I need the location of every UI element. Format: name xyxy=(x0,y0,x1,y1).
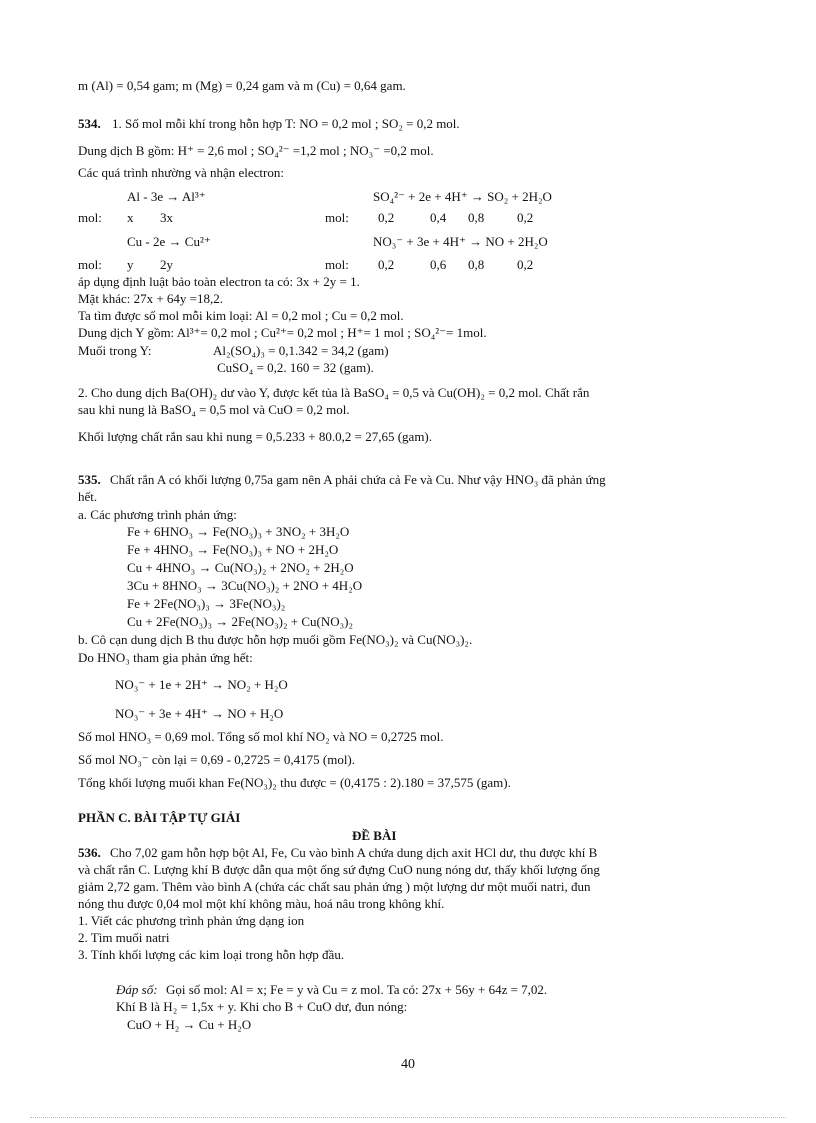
mol-label: mol: xyxy=(78,210,102,225)
text-line: Các quá trình nhường và nhận electron: xyxy=(78,165,284,180)
text-line: 2. Cho dung dịch Ba(OH)₂ dư vào Y, được kết tủa là BaSO₄ = 0,5 và Cu(OH)₂ = 0,2 mol. Chất rắn xyxy=(78,385,590,400)
mol-value: 2y xyxy=(160,257,173,272)
text-line: Muối trong Y: xyxy=(78,343,152,358)
problem-number: 536. xyxy=(78,845,101,860)
text-line: Số mol NO₃⁻ còn lại = 0,69 - 0,2725 = 0,4175 (mol). xyxy=(78,752,356,767)
text-line: Mặt khác: 27x + 64y =18,2. xyxy=(78,291,224,306)
mol-label: mol: xyxy=(325,257,349,272)
answer-label: Đáp số: xyxy=(116,982,158,997)
text-line: Dung dịch B gồm: H⁺ = 2,6 mol ; SO₄²⁻ =1,2 mol ; NO₃⁻ =0,2 mol. xyxy=(78,143,434,158)
reaction-equation: Cu + 2Fe(NO₃)₃ → 2Fe(NO₃)₂ + Cu(NO₃)₂ xyxy=(127,614,354,629)
reaction-equation: SO₄²⁻ + 2e + 4H⁺ → SO₂ + 2H₂O xyxy=(373,189,552,204)
text-line: Khí B là H₂ = 1,5x + y. Khi cho B + CuO dư, đun nóng: xyxy=(116,999,408,1014)
text-line: 1. Viết các phương trình phản ứng dạng ion xyxy=(78,913,305,928)
mol-value: x xyxy=(127,210,134,225)
reaction-equation: Fe + 6HNO₃ → Fe(NO₃)₃ + 3NO₂ + 3H₂O xyxy=(127,524,350,539)
text-line: Chất rắn A có khối lượng 0,75a gam nên A phải chứa cả Fe và Cu. Như vậy HNO₃ đã phản ứng xyxy=(110,472,606,487)
text-line: Số mol HNO₃ = 0,69 mol. Tổng số mol khí NO₂ và NO = 0,2725 mol. xyxy=(78,729,444,744)
mol-value: 0,2 xyxy=(517,257,534,272)
text-line: nóng thu được 0,04 mol một khí không màu, hoá nâu trong không khí. xyxy=(78,896,445,911)
text-line: 1. Số mol mỗi khí trong hỗn hợp T: NO = 0,2 mol ; SO₂ = 0,2 mol. xyxy=(112,116,460,131)
text-line: Al₂(SO₄)₃ = 0,1.342 = 34,2 (gam) xyxy=(213,343,389,358)
problem-number: 535. xyxy=(78,472,101,487)
text-line: Khối lượng chất rắn sau khi nung = 0,5.233 + 80.0,2 = 27,65 (gam). xyxy=(78,429,433,444)
text-line: hết. xyxy=(78,489,98,504)
mol-value: 0,6 xyxy=(430,257,447,272)
mol-value: 0,2 xyxy=(378,210,395,225)
reaction-equation: Cu + 4HNO₃ → Cu(NO₃)₂ + 2NO₂ + 2H₂O xyxy=(127,560,354,575)
section-heading: PHẦN C. BÀI TẬP TỰ GIẢI xyxy=(78,810,241,825)
mol-value: 0,8 xyxy=(468,210,485,225)
problem-number: 534. xyxy=(78,116,101,131)
mol-value: 0,8 xyxy=(468,257,485,272)
page-number: 40 xyxy=(401,1057,415,1072)
text-line: Cho 7,02 gam hỗn hợp bột Al, Fe, Cu vào bình A chứa dung dịch axit HCl dư, thu được khí B xyxy=(110,845,598,860)
text-line: sau khi nung là BaSO₄ = 0,5 mol và CuO = 0,2 mol. xyxy=(78,402,350,417)
mol-value: y xyxy=(127,257,134,272)
text-line: giảm 2,72 gam. Thêm vào bình A (chứa các chất sau phản ứng ) một lượng dư một muối natri, đun xyxy=(78,879,591,894)
text-line: a. Các phương trình phản ứng: xyxy=(78,507,237,522)
reaction-equation: Fe + 2Fe(NO₃)₃ → 3Fe(NO₃)₂ xyxy=(127,596,286,611)
text-line: 2. Tìm muối natri xyxy=(78,930,170,945)
reaction-equation: Cu - 2e → Cu²⁺ xyxy=(127,234,211,249)
reaction-equation: CuO + H₂ → Cu + H₂O xyxy=(127,1017,252,1032)
mol-value: 0,2 xyxy=(517,210,534,225)
mol-value: 3x xyxy=(160,210,173,225)
mol-label: mol: xyxy=(325,210,349,225)
text-line: và chất rắn C. Lượng khí B được dẫn qua một ống sứ đựng CuO nung nóng dư, thấy khối lượng ống xyxy=(78,862,600,877)
page-bottom-divider xyxy=(30,1117,786,1118)
text-line: Ta tìm được số mol mỗi kim loại: Al = 0,2 mol ; Cu = 0,2 mol. xyxy=(78,308,404,323)
reaction-equation: Fe + 4HNO₃ → Fe(NO₃)₃ + NO + 2H₂O xyxy=(127,542,339,557)
mol-label: mol: xyxy=(78,257,102,272)
text-line: Do HNO₃ tham gia phản ứng hết: xyxy=(78,650,253,665)
text-line: Tổng khối lượng muối khan Fe(NO₃)₂ thu được = (0,4175 : 2).180 = 37,575 (gam). xyxy=(78,775,511,790)
reaction-equation: NO₃⁻ + 1e + 2H⁺ → NO₂ + H₂O xyxy=(115,677,288,692)
section-subheading: ĐỀ BÀI xyxy=(352,828,397,843)
reaction-equation: NO₃⁻ + 3e + 4H⁺ → NO + H₂O xyxy=(115,706,284,721)
reaction-equation: NO₃⁻ + 3e + 4H⁺ → NO + 2H₂O xyxy=(373,234,548,249)
text-line: b. Cô cạn dung dịch B thu được hỗn hợp muối gồm Fe(NO₃)₂ và Cu(NO₃)₂. xyxy=(78,632,473,647)
reaction-equation: 3Cu + 8HNO₃ → 3Cu(NO₃)₂ + 2NO + 4H₂O xyxy=(127,578,363,593)
reaction-equation: Al - 3e → Al³⁺ xyxy=(127,189,206,204)
text-line: m (Al) = 0,54 gam; m (Mg) = 0,24 gam và m (Cu) = 0,64 gam. xyxy=(78,78,406,93)
text-line: CuSO₄ = 0,2. 160 = 32 (gam). xyxy=(217,360,374,375)
mol-value: 0,4 xyxy=(430,210,447,225)
text-line: Gọi số mol: Al = x; Fe = y và Cu = z mol. Ta có: 27x + 56y + 64z = 7,02. xyxy=(166,982,548,997)
text-line: 3. Tính khối lượng các kim loại trong hỗn hợp đầu. xyxy=(78,947,345,962)
text-line: Dung dịch Y gồm: Al³⁺= 0,2 mol ; Cu²⁺= 0,2 mol ; H⁺= 1 mol ; SO₄²⁻= 1mol. xyxy=(78,325,487,340)
mol-value: 0,2 xyxy=(378,257,395,272)
text-line: áp dụng định luật bảo toàn electron ta có: 3x + 2y = 1. xyxy=(78,274,360,289)
